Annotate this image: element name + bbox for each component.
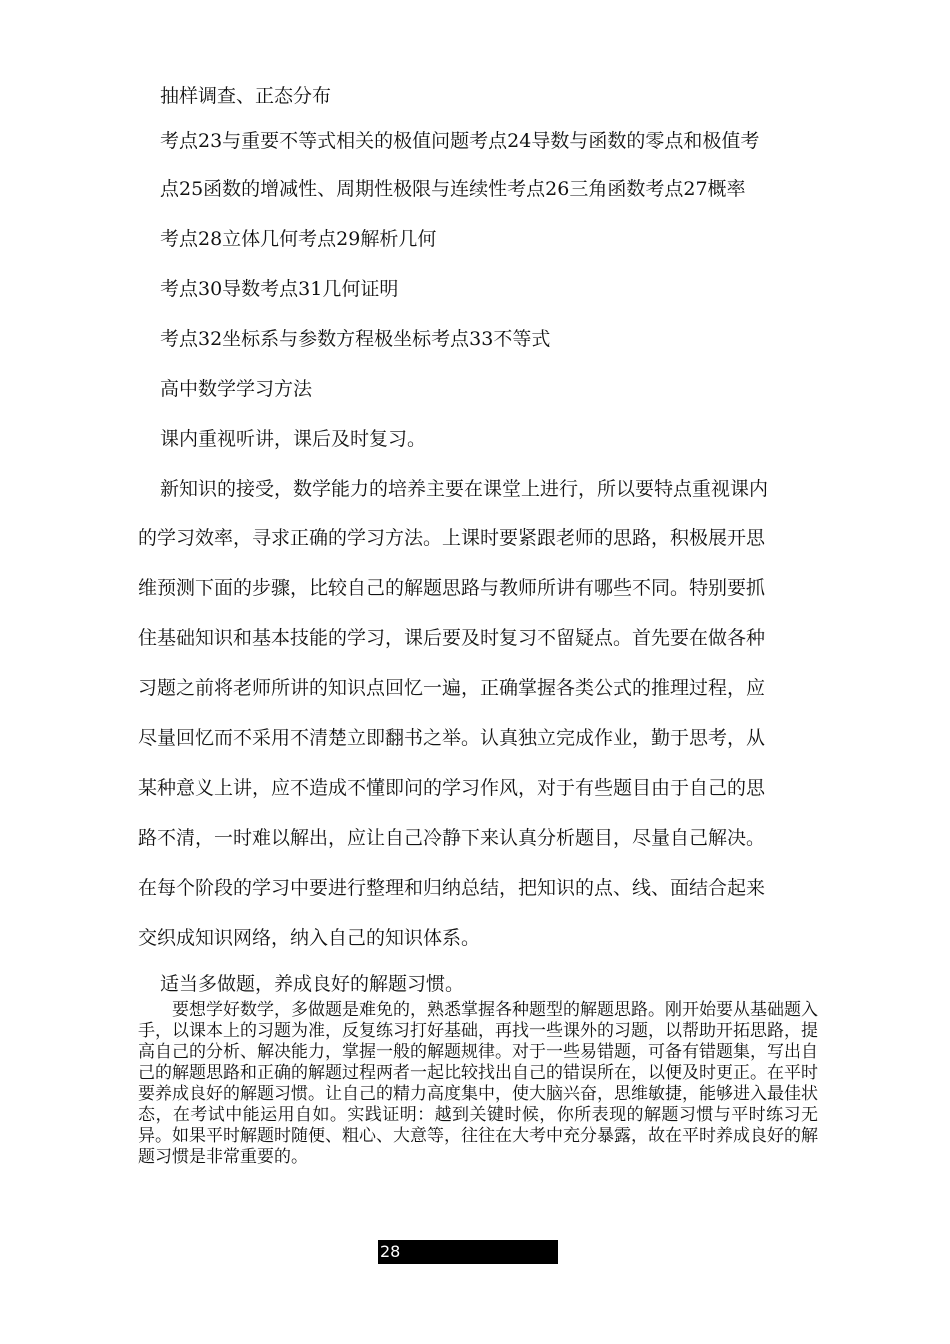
text-line: 抽样调查、正态分布: [160, 85, 332, 107]
text-line: 路不清，一时难以解出，应让自己冷静下来认真分析题目，尽量自己解决。: [138, 827, 766, 849]
text-line: 某种意义上讲，应不造成不懂即问的学习作风，对于有些题目由于自己的思: [138, 777, 766, 799]
text-line: 习题之前将老师所讲的知识点回忆一遍，正确掌握各类公式的推理过程，应: [138, 677, 766, 699]
dense-paragraph: [138, 1000, 818, 1168]
section-heading: 高中数学学习方法: [160, 378, 313, 400]
text-line: 点25函数的增减性、周期性极限与连续性考点26三角函数考点27概率: [160, 178, 746, 200]
page-number: 28: [378, 1240, 558, 1264]
subheading: 课内重视听讲，课后及时复习。: [160, 428, 427, 450]
text-line: 维预测下面的步骤，比较自己的解题思路与教师所讲有哪些不同。特别要抓: [138, 577, 766, 599]
text-line: 考点32坐标系与参数方程极坐标考点33不等式: [160, 328, 551, 350]
text-line: 新知识的接受，数学能力的培养主要在课堂上进行，所以要特点重视课内: [160, 478, 769, 500]
text-line: 的学习效率，寻求正确的学习方法。上课时要紧跟老师的思路，积极展开思: [138, 527, 766, 549]
text-line: 住基础知识和基本技能的学习，课后要及时复习不留疑点。首先要在做各种: [138, 627, 766, 649]
text-line: 尽量回忆而不采用不清楚立即翻书之举。认真独立完成作业，勤于思考，从: [138, 727, 766, 749]
text-line: 考点23与重要不等式相关的极值问题考点24导数与函数的零点和极值考: [160, 130, 760, 152]
text-line: 考点28立体几何考点29解析几何: [160, 228, 437, 250]
text-line: 考点30导数考点31几何证明: [160, 278, 399, 300]
text-line: 在每个阶段的学习中要进行整理和归纳总结，把知识的点、线、面结合起来: [138, 877, 766, 899]
paragraph-text: 要想学好数学，多做题是难免的，熟悉掌握各种题型的解题思路。刚开始要从基础题入手，以课本上的习题为准，反复练习打好基础，再找一些课外的习题，以帮助开拓思路，提高自己的分析、解决能力，掌握一般的解题规律。对于一些易错题，可备有错题集，写出自己的解题思路和正确的解题过程两者一起比较找出自己的错误所在，以便及时更正。在平时要养成良好的解题习惯。让自己的精力高度集中，使大脑兴奋，思维敏捷，能够进入最佳状态，在考试中能运用自如。实践证明：越到关键时候，你所表现的解题习惯与平时练习无异。如果平时解题时随便、粗心、大意等，往往在大考中充分暴露，故在平时养成良好的解题习惯是非常重要的。: [138, 1000, 818, 1167]
text-line: 交织成知识网络，纳入自己的知识体系。: [138, 927, 481, 949]
subheading: 适当多做题，养成良好的解题习惯。: [160, 973, 465, 995]
